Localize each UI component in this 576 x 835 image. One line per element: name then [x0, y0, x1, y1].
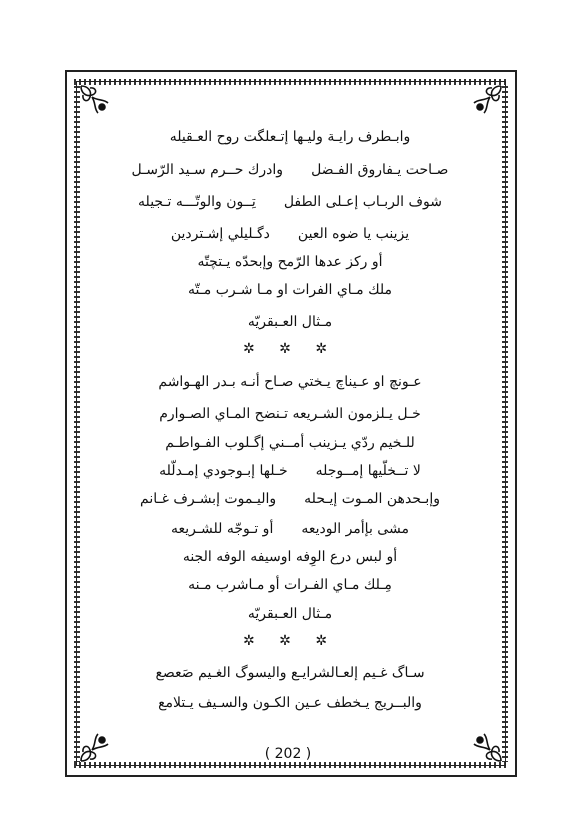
- hemistich: وابـطرف رايـة وليـها إتـعلگت روح العـقيله: [169, 129, 411, 145]
- poem-refrain: [90, 605, 490, 623]
- refrain: مـثال العـبقريّه: [247, 606, 333, 622]
- hemistich: أو ركز عدها الرّمح وإبحدّه يـتچتّه: [197, 254, 383, 270]
- poem-line: [90, 462, 490, 480]
- hemistich: خـل يـلزمون الشـريعه تـنضح المـاي الصـوارم: [159, 406, 421, 422]
- hemistich-first: يزينب يا ضوه العين: [297, 226, 410, 242]
- hemistich: عـونچ او عـيناچ يـختي صـاح أنـه بـدر الهـواشم: [158, 374, 422, 390]
- poem-line: [90, 161, 490, 179]
- hemistich-second: دگـليلي إشـتردين: [170, 226, 270, 242]
- refrain: مـثال العـبقريّه: [247, 314, 333, 330]
- poem-line: [90, 405, 490, 423]
- hemistich: مِـلك مـاي الفـرات أو مـاشرب مـنه: [188, 577, 392, 593]
- poem-line: [90, 253, 490, 271]
- hemistich: سـاگ غـيم إلعـالشرايـع واليسوگ الغـيم صَعصع: [155, 665, 425, 681]
- poem-line: [90, 434, 490, 452]
- poem-refrain: [90, 313, 490, 331]
- poem-line: [90, 373, 490, 391]
- hemistich-first: لا تــخلّيها إمــوجله: [315, 463, 421, 479]
- hemistich: والبــريج يـخطف عـين الكـون والسـيف يـتلامع: [158, 695, 422, 711]
- poem-line: [90, 225, 490, 243]
- hemistich-second: خـلها إبـوجودي إمـدلّله: [159, 463, 288, 479]
- poem-line: [90, 193, 490, 211]
- poem-line: [90, 694, 490, 712]
- section-divider-stars: ✲ ✲ ✲: [242, 341, 338, 357]
- hemistich-first: مشى بإأمر الوديعه: [301, 521, 409, 537]
- poem-line: [90, 576, 490, 594]
- hemistich-first: وإبـحدهن المـوت إيـحله: [304, 491, 440, 507]
- poem-line: [90, 281, 490, 299]
- hemistich: للـخيم ردّي يـزينب أمــني إگـلوب الفـواطـم: [165, 435, 415, 451]
- hemistich-second: واليـموت إبشـرف غـانم: [140, 491, 277, 507]
- poem-line: [90, 128, 490, 146]
- hemistich-second: تِــون والوتّـــه تـجيله: [138, 194, 256, 210]
- poem-line: [90, 490, 490, 508]
- poem-line: [90, 520, 490, 538]
- hemistich: ملك مـاي الفرات او مـا شـرب مـتّه: [187, 282, 393, 298]
- hemistich: أو لبس درع الوِفه اوسيفه الوفه الجنه: [182, 549, 398, 565]
- poem-line: [90, 664, 490, 682]
- poem-line: [90, 548, 490, 566]
- page-number: ( 202 ): [264, 746, 312, 762]
- hemistich-first: صـاحت يـفاروق الفـضل: [311, 162, 449, 178]
- corner-ornament-icon: [78, 83, 112, 117]
- section-divider-stars: ✲ ✲ ✲: [242, 633, 338, 649]
- hemistich-second: وادرك حــرم سـيد الرّسـل: [131, 162, 284, 178]
- hemistich-second: أو تـوجّه للشـريعه: [171, 521, 274, 537]
- corner-ornament-icon: [470, 83, 504, 117]
- hemistich-first: شوف الربـاب إعـلى الطفل: [283, 194, 442, 210]
